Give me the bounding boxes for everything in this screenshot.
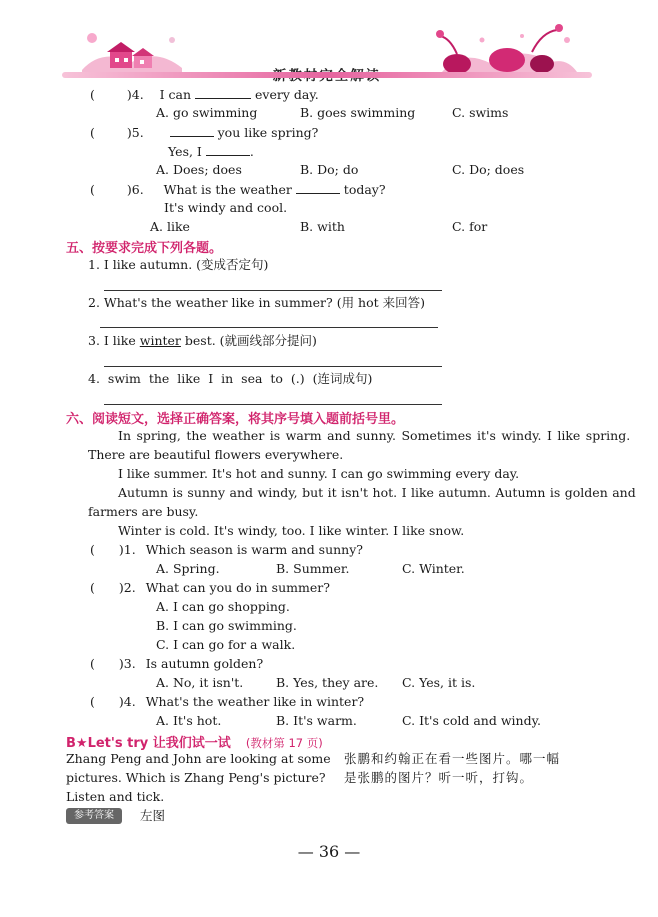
part-b-chinese-1: 张鹏和约翰正在看一些图片。哪一幅 [344, 751, 561, 766]
passage-line: farmers are busy. [88, 504, 199, 519]
part-b-english-3: Listen and tick. [66, 789, 165, 804]
r4-option-b: B. It's warm. [276, 713, 357, 728]
question-number: )4. [118, 694, 136, 709]
page-number: — 36 — [297, 842, 361, 861]
q6-option-c: C. for [452, 219, 488, 234]
question-number: )5. [126, 125, 144, 140]
item-text: best. (就画线部分提问) [180, 333, 317, 348]
q5-option-b: B. Do; do [300, 162, 359, 177]
part-b-chinese-2: 是张鹏的图片？听一听，打钩。 [344, 770, 534, 785]
q4-option-c: C. swims [452, 105, 509, 120]
question-stem: I can [159, 87, 192, 102]
textbook-reference: (教材第 17 页) [245, 736, 323, 750]
passage-line: In spring, the weather is warm and sunny. Sometimes it's windy. I like spring. [118, 428, 631, 443]
underlined-word: winter [139, 333, 181, 348]
r3-option-a: A. No, it isn't. [156, 675, 244, 690]
reading-question-2 [90, 580, 330, 596]
section-5-title: 五、按要求完成下列各题。 [66, 241, 223, 256]
q5-option-c: C. Do; does [452, 162, 525, 177]
answer-line[interactable] [100, 327, 438, 328]
answer-blank[interactable] [206, 143, 250, 156]
question-stem: What's the weather like in winter? [145, 694, 365, 709]
answer-line[interactable] [104, 366, 442, 367]
answer-text: 左图 [140, 808, 166, 823]
part-b-english-1: Zhang Peng and John are looking at some [66, 751, 331, 766]
q6-option-a: A. like [150, 219, 190, 234]
reply-text: Yes, I [168, 144, 202, 159]
reading-question-1 [90, 542, 363, 558]
question-stem: What can you do in summer? [145, 580, 330, 595]
paren-open: ( [90, 182, 95, 197]
answer-blank[interactable] [296, 181, 340, 194]
reading-question-3 [90, 656, 263, 672]
r3-option-b: B. Yes, they are. [276, 675, 379, 690]
header-band [62, 72, 592, 78]
paren-open: ( [90, 580, 95, 595]
item-text: 3. I like [88, 333, 140, 348]
paren-open: ( [90, 542, 95, 557]
q6-reply: It's windy and cool. [164, 200, 288, 215]
question-number: )3. [118, 656, 136, 671]
q5-reply [168, 143, 254, 160]
passage-line: There are beautiful flowers everywhere. [88, 447, 344, 462]
question-number: )6. [126, 182, 144, 197]
answer-badge: 参考答案 [66, 808, 122, 824]
answer-blank[interactable] [195, 86, 251, 99]
r1-option-c: C. Winter. [402, 561, 465, 576]
part-b-title: B★Let's try 让我们试一试 [66, 736, 231, 751]
part5-item-1: 1. I like autumn. (变成否定句) [88, 257, 269, 272]
answer-line[interactable] [104, 404, 442, 405]
reading-question-4 [90, 694, 364, 710]
r2-option-a: A. I can go shopping. [156, 599, 290, 614]
r4-option-a: A. It's hot. [156, 713, 222, 728]
r1-option-a: A. Spring. [156, 561, 220, 576]
q4-option-b: B. goes swimming [300, 105, 416, 120]
r1-option-b: B. Summer. [276, 561, 350, 576]
passage-line: Autumn is sunny and windy, but it isn't hot. I like autumn. Autumn is golden and [118, 485, 636, 500]
paren-open: ( [90, 656, 95, 671]
question-stem: What is the weather [163, 182, 292, 197]
r2-option-c: C. I can go for a walk. [156, 637, 296, 652]
r2-option-b: B. I can go swimming. [156, 618, 297, 633]
question-number: )4. [126, 87, 144, 102]
part-b-heading [66, 732, 323, 751]
r3-option-c: C. Yes, it is. [402, 675, 476, 690]
paren-open: ( [90, 87, 95, 102]
passage-line: I like summer. It's hot and sunny. I can go swimming every day. [118, 466, 520, 481]
paren-open: ( [90, 125, 95, 140]
answer-blank[interactable] [170, 124, 214, 137]
section-6-title: 六、阅读短文，选择正确答案，将其序号填入题前括号里。 [66, 412, 405, 427]
r4-option-c: C. It's cold and windy. [402, 713, 541, 728]
question-stem: Is autumn golden? [145, 656, 264, 671]
question-6 [90, 181, 386, 198]
question-stem-end: today? [343, 182, 386, 197]
passage-line: Winter is cold. It's windy, too. I like winter. I like snow. [118, 523, 465, 538]
question-stem-end: every day. [255, 87, 319, 102]
q5-option-a: A. Does; does [156, 162, 242, 177]
part5-item-2: 2. What's the weather like in summer? (用 hot 来回答) [88, 295, 425, 310]
question-stem: Which season is warm and sunny? [145, 542, 364, 557]
part5-item-3 [88, 333, 317, 349]
question-5 [90, 124, 318, 141]
answer-line[interactable] [104, 290, 442, 291]
part5-item-4: 4. swim the like I in sea to (.) (连词成句) [88, 371, 373, 386]
question-number: )1. [118, 542, 136, 557]
reply-end: . [249, 144, 254, 159]
question-stem-end: you like spring? [217, 125, 319, 140]
part-b-english-2: pictures. Which is Zhang Peng's picture? [66, 770, 326, 785]
question-number: )2. [118, 580, 136, 595]
paren-open: ( [90, 694, 95, 709]
q6-option-b: B. with [300, 219, 345, 234]
q4-option-a: A. go swimming [156, 105, 258, 120]
question-4 [90, 86, 319, 103]
